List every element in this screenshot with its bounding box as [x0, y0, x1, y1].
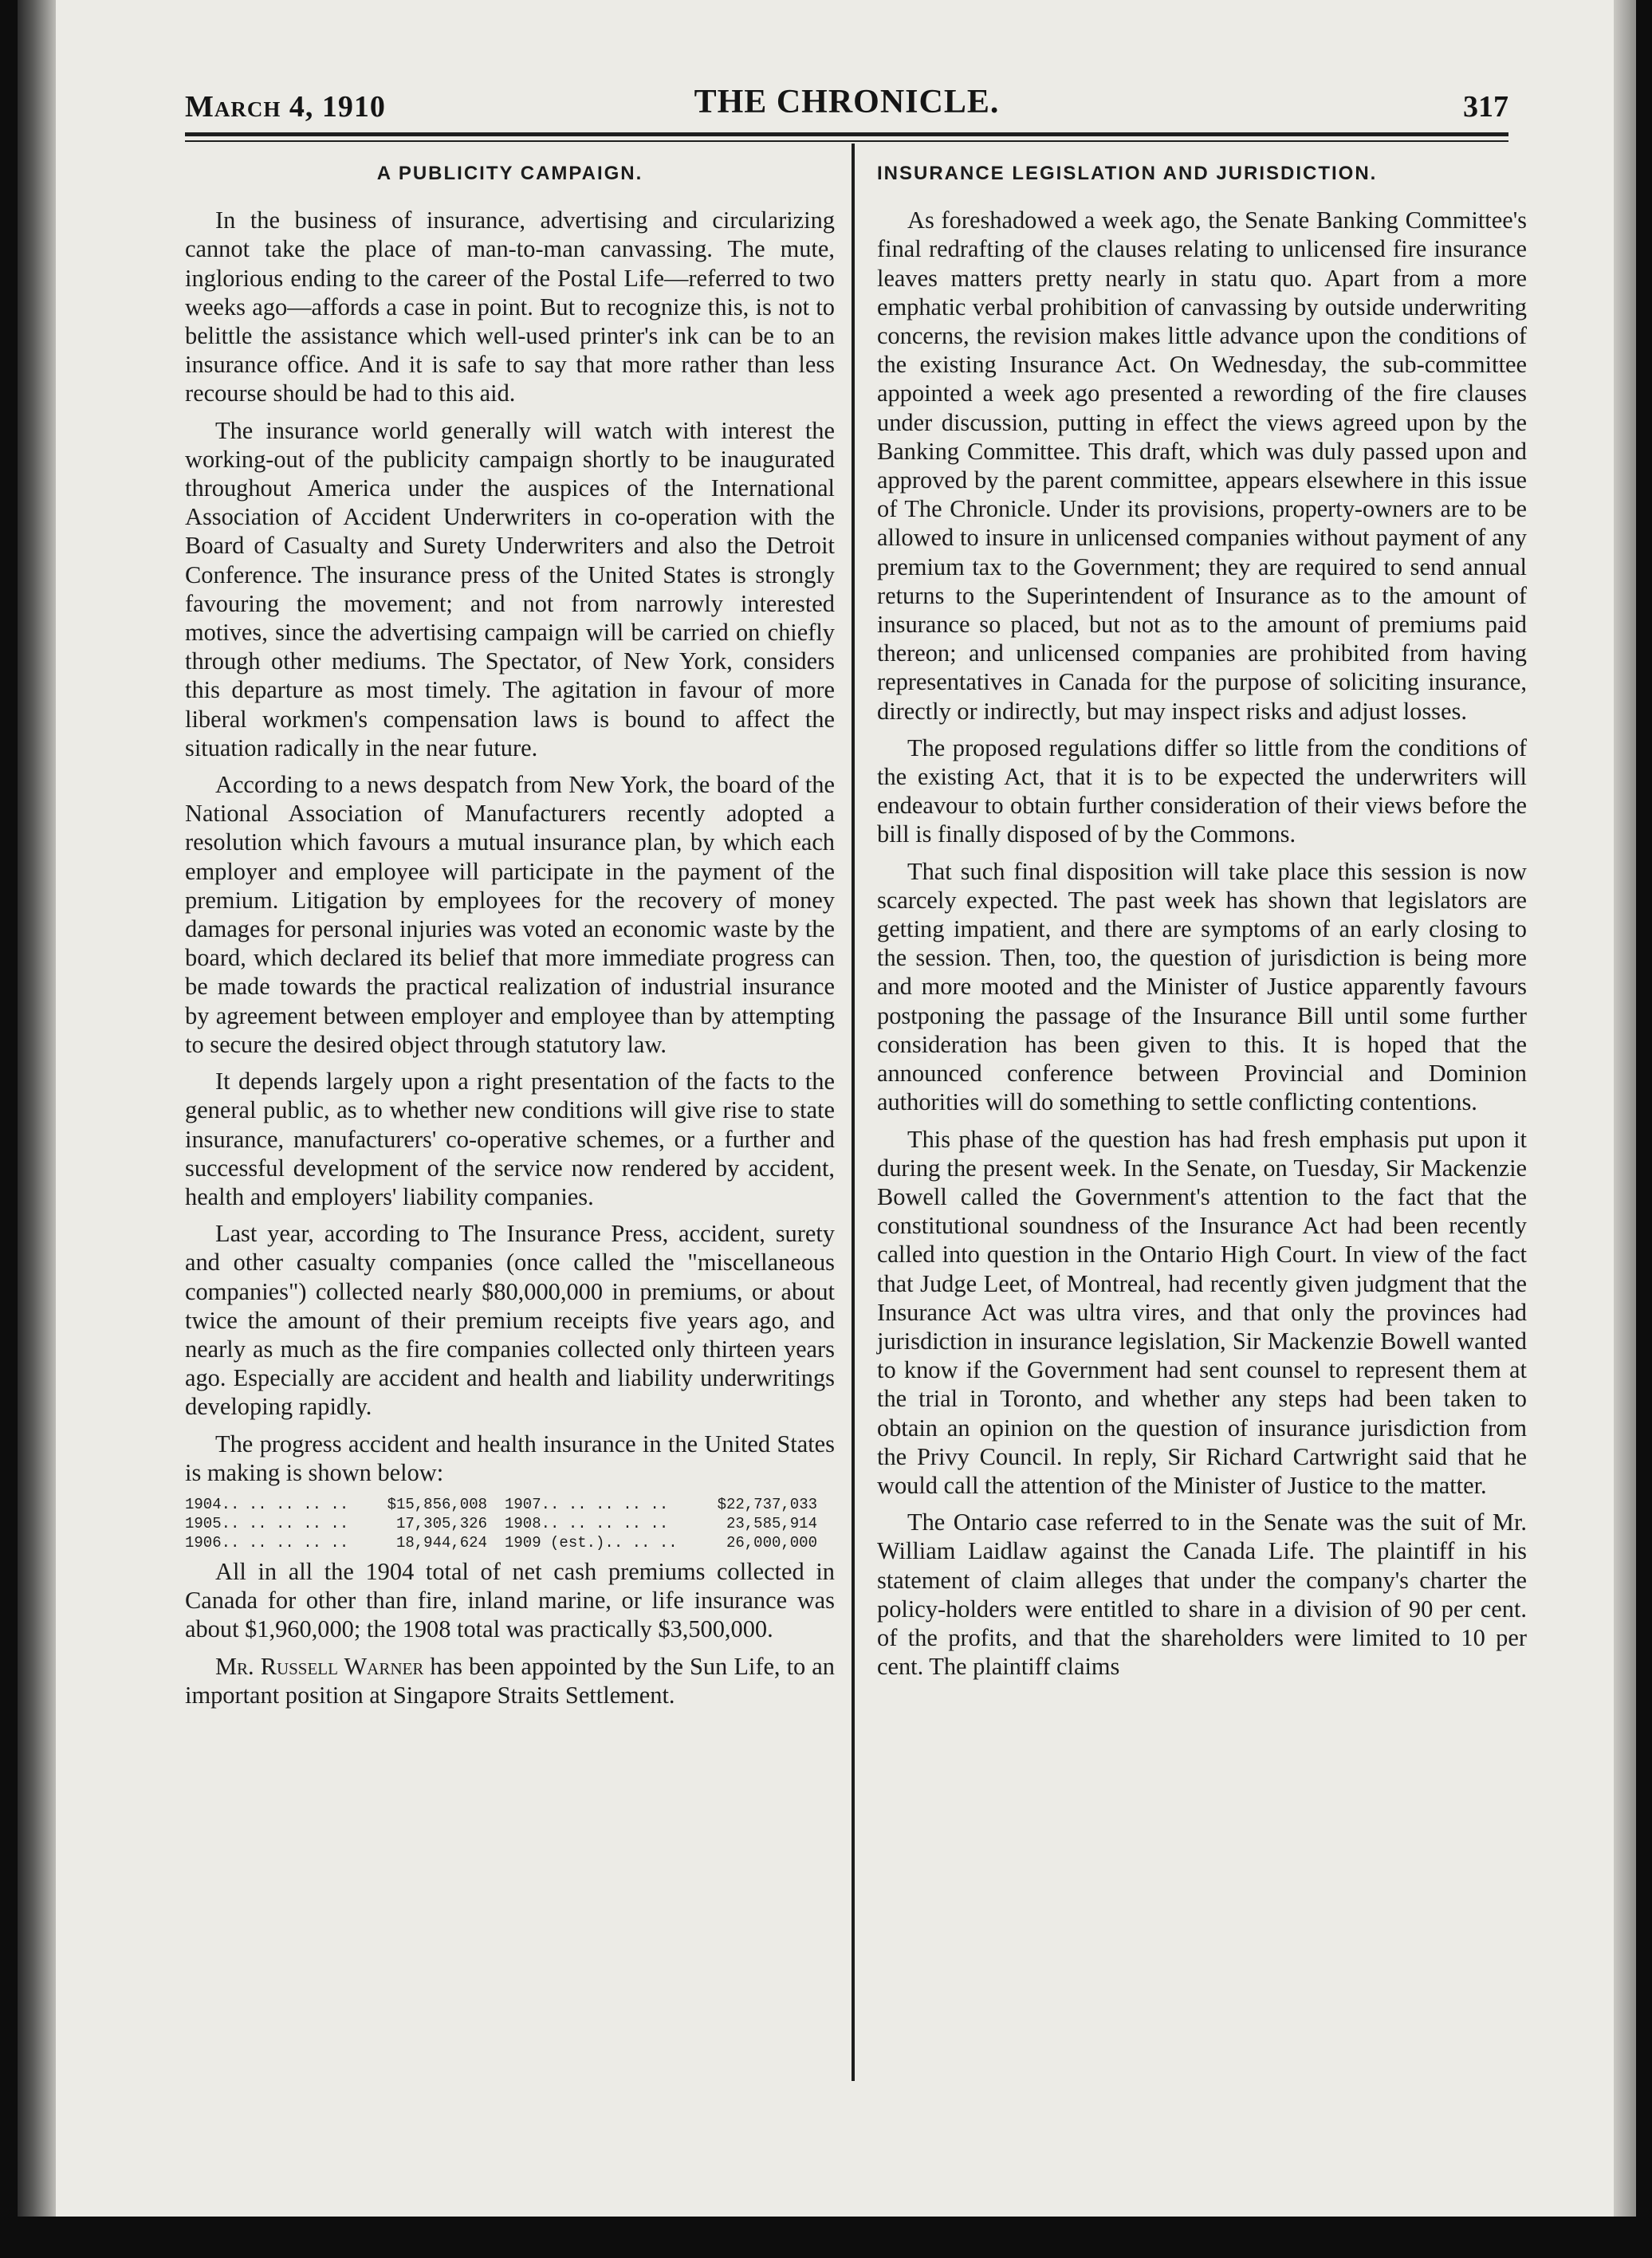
- table-cell: 1905.. .. .. .. ..: [185, 1514, 349, 1532]
- page-number: 317: [1463, 90, 1508, 124]
- table-cell: $15,856,008: [387, 1495, 487, 1513]
- header-rule-thin: [185, 140, 1508, 142]
- binding-shadow: [18, 0, 56, 2217]
- table-cell: 23,585,914: [726, 1514, 817, 1532]
- premium-table: [185, 1495, 835, 1552]
- paragraph: The proposed regulations differ so little from the conditions of the existing Act, that it is to be expected the underwriters will endeavour to obtain further consideration of their views before the bill is finally disposed of by the Commons.: [877, 734, 1527, 848]
- paragraph: [185, 1652, 835, 1709]
- table-cell: 17,305,326: [395, 1514, 487, 1532]
- paragraph-text: has been appointed by the Sun Life, to an important position at Singapore Straits Settlement.: [185, 1652, 835, 1709]
- paragraph: The progress accident and health insurance in the United States is making is shown below:: [185, 1430, 835, 1486]
- table-cell: 18,944,624: [395, 1533, 487, 1552]
- table-row: [185, 1514, 835, 1533]
- left-column: [185, 159, 835, 1717]
- paragraph: As foreshadowed a week ago, the Senate Banking Committee's final redrafting of the clauses relating to unlicensed fire insurance leaves matters pretty nearly in statu quo. Apart from a more emphatic verbal prohibition of canvassing by outside underwriting concerns, the revision makes little advance upon the conditions of the existing Insurance Act. On Wednesday, the sub-committee appointed a week ago presented a rewording of the fire clauses under discussion, putting in effect the views agreed upon by the Banking Committee. This draft, which was duly passed upon and approved by the parent committee, appears elsewhere in this issue of The Chronicle. Under its provisions, property-owners are to be allowed to insure in unlicensed companies without payment of any premium tax to the Government; they are required to send annual returns to the Superintendent of Insurance as to the amount of insurance so placed, but not as to the amount of premiums paid thereon; and unlicensed companies are prohibited from having representatives in Canada for the purpose of soliciting insurance, directly or indirectly, but may inspect risks and adjust losses.: [877, 207, 1527, 725]
- page-edge: [1614, 0, 1636, 2217]
- column-divider: [852, 144, 855, 2081]
- table-row: [185, 1533, 835, 1552]
- newspaper-page: [18, 0, 1636, 2217]
- table-cell: 1908.. .. .. .. ..: [505, 1514, 669, 1532]
- right-column: [877, 159, 1527, 1689]
- paragraph: This phase of the question has had fresh emphasis put upon it during the present week. In the Senate, on Tuesday, Sir Mackenzie Bowell called the Government's attention to the fact that the constitutional soundness of the Insurance Act had been recently called into question in the Ontario High Court. In view of the fact that Judge Leet, of Montreal, had recently given judgment that the Insurance Act was ultra vires, and that only the provinces had jurisdiction in insurance legislation, Sir Mackenzie Bowell wanted to know if the Government had sent counsel to represent them at the trial in Toronto, and whether any steps had been taken to obtain an opinion on the question of insurance jurisdiction from the Privy Council. In reply, Sir Richard Cartwright said that he would call the attention of the Minister of Justice to the matter.: [877, 1125, 1527, 1499]
- page-header: [185, 80, 1508, 128]
- paragraph: According to a news despatch from New York, the board of the National Association of Manufacturers recently adopted a resolution which favours a mutual insurance plan, by which each employer and employee will participate in the payment of the premium. Litigation by employees for the recovery of money damages for personal injuries was voted an economic waste by the board, which declared its belief that more immediate progress can be made towards the practical realization of industrial insurance by agreement between employer and employee than by attempting to secure the desired object through statutory law.: [185, 771, 835, 1058]
- article-heading-publicity: A PUBLICITY CAMPAIGN.: [376, 163, 643, 184]
- article-heading-legislation: INSURANCE LEGISLATION AND JURISDICTION.: [877, 163, 1378, 184]
- paragraph: In the business of insurance, advertising and circularizing cannot take the place of man-to-man canvassing. The mute, inglorious ending to the career of the Postal Life—referred to two weeks ago—affords a case in point. But to recognize this, is not to belittle the assistance which well-used printer's ink can be to an insurance office. And it is safe to say that more rather than less recourse should be had to this aid.: [185, 207, 835, 407]
- scan-border: [0, 2217, 1652, 2258]
- table-row: [185, 1495, 835, 1514]
- issue-date: March 4, 1910: [185, 90, 386, 124]
- table-cell: 1907.. .. .. .. ..: [505, 1495, 669, 1513]
- table-cell: 1909 (est.).. .. ..: [505, 1533, 678, 1552]
- person-name: Mr. Russell Warner: [215, 1652, 424, 1680]
- table-cell: 1906.. .. .. .. ..: [185, 1533, 349, 1552]
- table-cell: 1904.. .. .. .. ..: [185, 1495, 349, 1513]
- paragraph: That such final disposition will take place this session is now scarcely expected. The past week has shown that legislators are getting impatient, and there are symptoms of an early closing to the session. Then, too, the question of jurisdiction is being more and more mooted and the Minister of Justice apparently favours postponing the passage of the Insurance Bill until some further consideration has been given to this. It is hoped that the announced conference between Provincial and Dominion authorities will do something to settle conflicting contentions.: [877, 857, 1527, 1116]
- table-cell: $22,737,033: [717, 1495, 817, 1513]
- paragraph: It depends largely upon a right presentation of the facts to the general public, as to whether new conditions will give rise to state insurance, manufacturers' co-operative schemes, or a further and successful development of the service now rendered by accident, health and employers' liability companies.: [185, 1068, 835, 1210]
- header-rule: [185, 132, 1508, 136]
- table-cell: 26,000,000: [726, 1533, 817, 1552]
- paragraph: The Ontario case referred to in the Senate was the suit of Mr. William Laidlaw against the Canada Life. The plaintiff in his statement of claim alleges that under the company's charter the policy-holders were entitled to share in a division of 90 per cent. of the profits, and that the shareholders were limited to 10 per cent. The plaintiff claims: [877, 1509, 1527, 1681]
- paragraph: All in all the 1904 total of net cash premiums collected in Canada for other than fire, inland marine, or life insurance was about $1,960,000; the 1908 total was practically $3,500,000.: [185, 1557, 835, 1643]
- publication-title: THE CHRONICLE.: [694, 84, 1000, 120]
- paragraph: Last year, according to The Insurance Press, accident, surety and other casualty companies (once called the "miscellaneous companies") collected nearly $80,000,000 in premiums, or about twice the amount of their premium receipts five years ago, and nearly as much as the fire companies collected only thirteen years ago. Especially are accident and health and liability underwritings developing rapidly.: [185, 1220, 835, 1421]
- paragraph: The insurance world generally will watch with interest the working-out of the publicity campaign shortly to be inaugurated throughout America under the auspices of the International Association of Accident Underwriters in co-operation with the Board of Casualty and Surety Underwriters and also the Detroit Conference. The insurance press of the United States is strongly favouring the movement; and not from narrowly interested motives, since the advertising campaign will be carried on chiefly through other mediums. The Spectator, of New York, considers this departure as most timely. The agitation in favour of more liberal workmen's compensation laws is bound to affect the situation radically in the near future.: [185, 416, 835, 761]
